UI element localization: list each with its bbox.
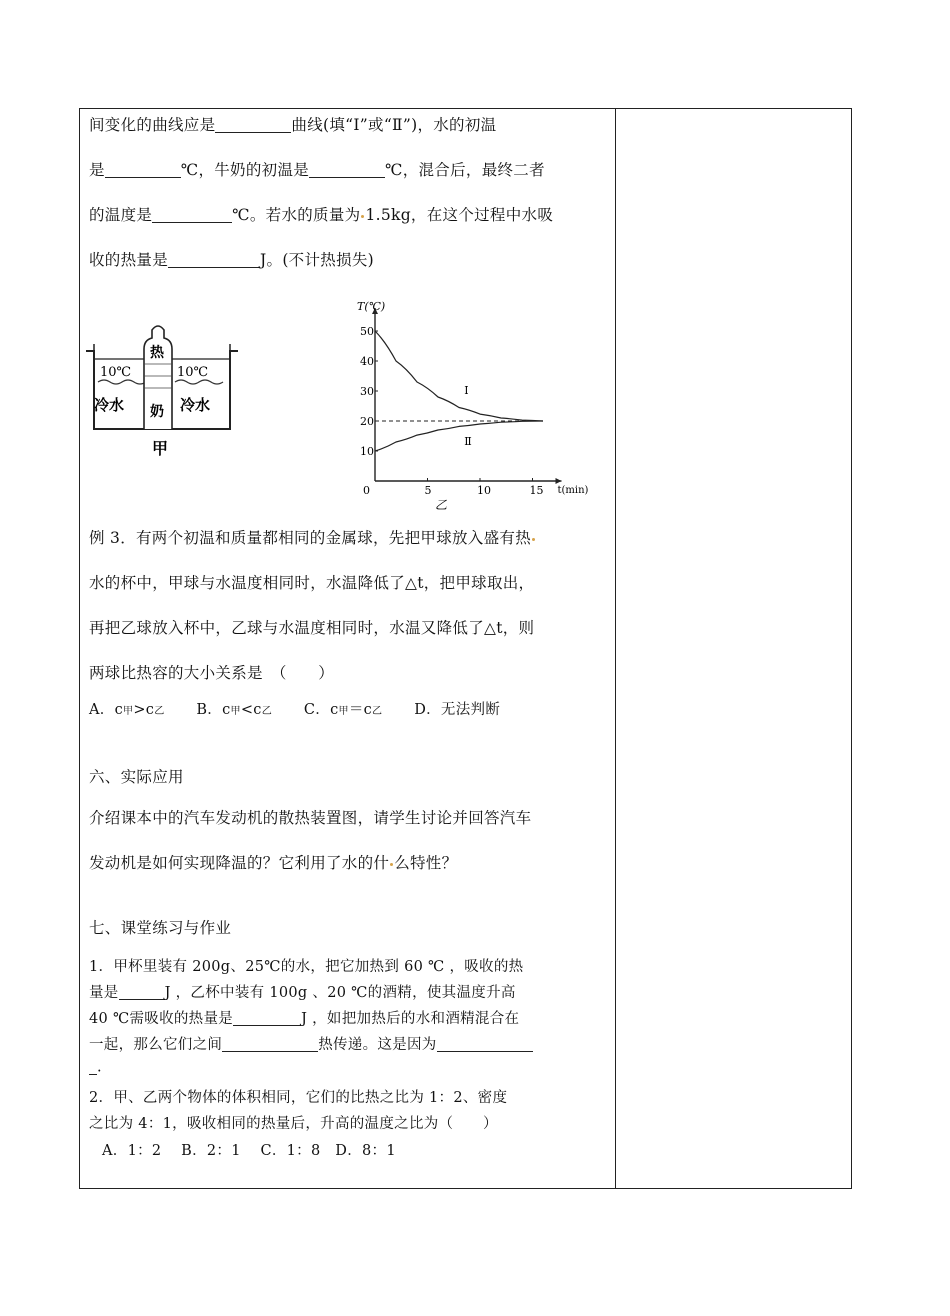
y-tick-label: 10: [360, 445, 374, 458]
left-water-label: 冷水: [94, 396, 125, 414]
p1-line-3: 40 ℃需吸收的热量是 J ，如把加热后的水和酒精混合在: [89, 1011, 520, 1027]
q2-line-1: 间变化的曲线应是 曲线(填“Ⅰ”或“Ⅱ”)，水的初温: [89, 116, 497, 134]
curve-II-label: Ⅱ: [464, 435, 472, 448]
q2-line-2: 是 ℃，牛奶的初温是 ℃，混合后，最终二者: [89, 161, 545, 179]
ex3-line-2: 水的杯中，甲球与水温度相同时，水温降低了△t，把甲球取出，: [89, 574, 535, 592]
section-7-title: 七、课堂练习与作业: [89, 919, 232, 937]
q2-line-3: 的温度是 ℃。若水的质量为 1.5kg，在这个过程中水吸: [89, 206, 554, 224]
y-tick-label: 40: [360, 355, 374, 368]
section-6-title: 六、实际应用: [89, 768, 184, 786]
x-tick-label: 15: [529, 484, 544, 497]
artifact-dot: [361, 215, 364, 218]
figure-caption-jia: 甲: [152, 439, 169, 458]
figure-caption-yi: 乙: [435, 498, 448, 512]
answer-blank[interactable]: [437, 1037, 533, 1053]
y-tick-label: 20: [360, 415, 374, 428]
p2-options: A．1：2 B．2：1 C．1：8 D．8：1: [102, 1143, 396, 1159]
option-c[interactable]: C．c甲＝c乙: [303, 702, 383, 718]
option-d[interactable]: D．无法判断: [414, 702, 501, 718]
right-temp-label: 10℃: [177, 365, 209, 380]
y-tick-label: 50: [360, 325, 374, 338]
p2-line-1: 2．甲、乙两个物体的体积相同，它们的比热之比为 1：2、密度: [89, 1090, 508, 1106]
bottle-top-label: 热: [150, 345, 164, 361]
ex3-line-3: 再把乙球放入杯中，乙球与水温度相同时，水温又降低了△t，则: [89, 619, 535, 637]
y-tick-label: 30: [360, 385, 374, 398]
section-6-line-2: 发动机是如何实现降温的？它利用了水的什 么特性？: [89, 854, 458, 872]
answer-blank[interactable]: [168, 252, 260, 269]
left-temp-label: 10℃: [100, 365, 132, 380]
lesson-table: [79, 108, 852, 1189]
figure-jia: [80, 314, 240, 474]
x-axis-label: t(min): [557, 485, 589, 496]
option-b[interactable]: B．c甲<c乙: [196, 702, 273, 718]
artifact-dot: [532, 538, 535, 541]
main-cell: [80, 109, 615, 1188]
section-6-line-1: 介绍课本中的汽车发动机的散热装置图，请学生讨论并回答汽车: [89, 809, 532, 827]
answer-blank[interactable]: [89, 1059, 97, 1075]
answer-blank[interactable]: [233, 1011, 301, 1027]
x-tick-label: 0: [363, 484, 370, 497]
ex3-options: [89, 698, 500, 719]
curve-I-label: Ⅰ: [464, 384, 469, 397]
y-axis-label: T(℃): [357, 300, 386, 313]
x-tick-label: 10: [477, 484, 491, 497]
answer-blank[interactable]: [105, 162, 181, 179]
p1-line-1: 1．甲杯里装有 200g、25℃的水，把它加热到 60 ℃ ，吸收的热: [89, 959, 524, 975]
x-axis-arrow: [556, 478, 562, 484]
figure-yi-chart: [335, 299, 589, 514]
p2-line-2: 之比为 4：1，吸收相同的热量后，升高的温度之比为（ ）: [89, 1116, 498, 1132]
curve-I: [375, 331, 543, 421]
answer-blank[interactable]: [152, 207, 232, 224]
artifact-dot: [390, 863, 393, 866]
answer-blank[interactable]: [119, 985, 165, 1001]
answer-blank[interactable]: [215, 117, 291, 134]
curve-II: [375, 421, 543, 451]
p1-line-5: .: [89, 1059, 102, 1076]
p1-line-2: 量是 J ，乙杯中装有 100g 、20 ℃的酒精，使其温度升高: [89, 985, 516, 1001]
option-a[interactable]: A．c甲>c乙: [89, 702, 165, 718]
ex3-line-4: 两球比热容的大小关系是 （ ）: [89, 664, 335, 682]
answer-blank[interactable]: [309, 162, 385, 179]
x-tick-label: 5: [424, 484, 432, 497]
right-water-label: 冷水: [180, 396, 211, 414]
wave-left: [98, 380, 146, 384]
ex3-line-1: 例 3．有两个初温和质量都相同的金属球，先把甲球放入盛有热: [89, 526, 536, 548]
column-divider: [615, 109, 616, 1188]
answer-blank[interactable]: [222, 1037, 318, 1053]
q2-line-4: 收的热量是 J。(不计热损失): [89, 251, 375, 269]
p1-line-4: 一起，那么它们之间 热传递。这是因为: [89, 1033, 533, 1054]
wave-right: [175, 380, 223, 384]
bottle-bottom-label: 奶: [150, 404, 164, 420]
